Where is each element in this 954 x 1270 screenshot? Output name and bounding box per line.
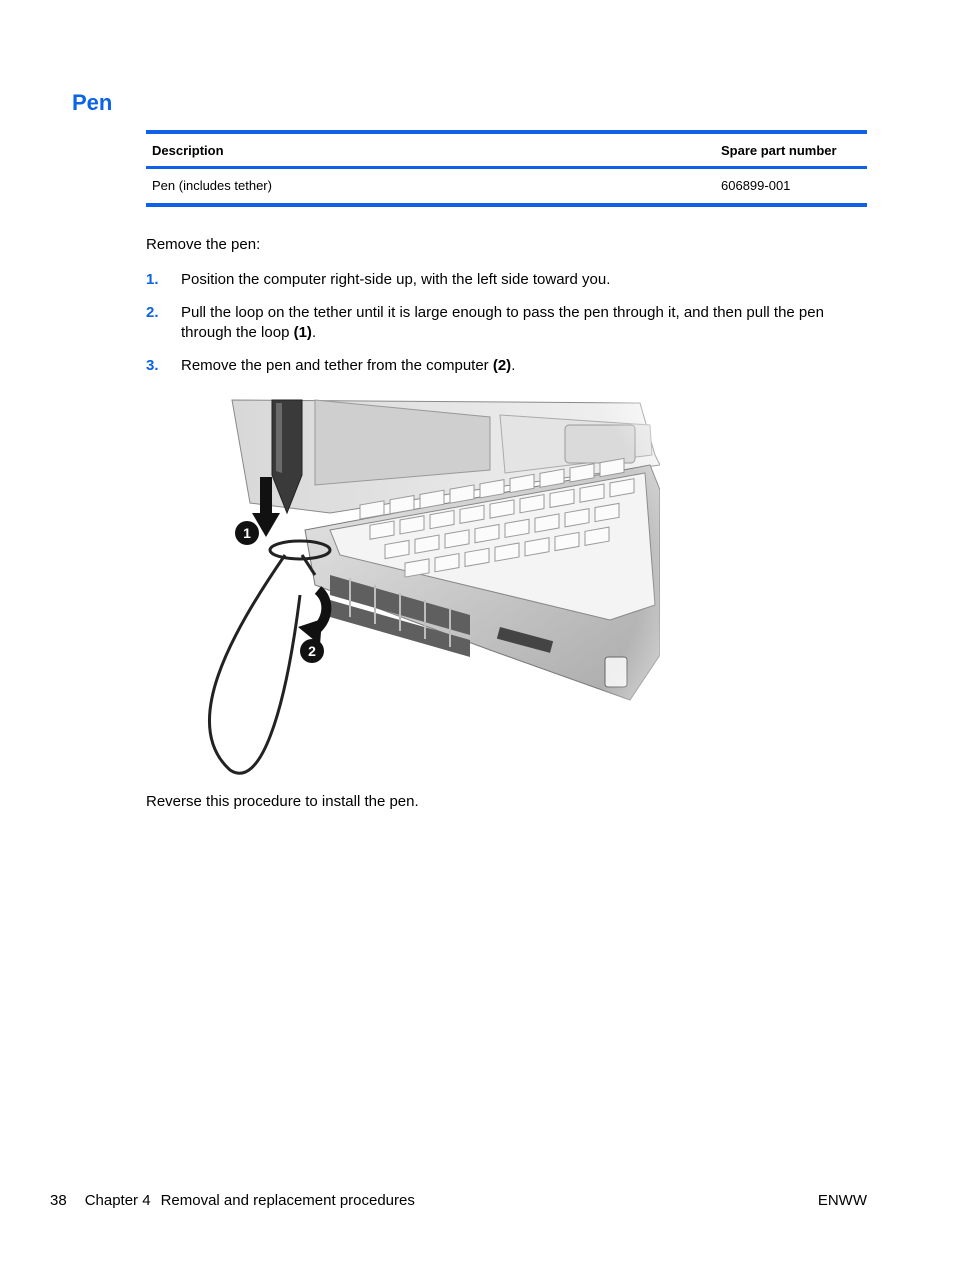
step-item bbox=[146, 356, 856, 376]
page-title: Pen bbox=[72, 90, 113, 115]
footer-chapter: Chapter 4 bbox=[84, 1192, 151, 1209]
step-text-end: . bbox=[511, 357, 516, 374]
step-text: Position the computer right-side up, with the left side toward you. bbox=[181, 271, 611, 288]
step-text: Pull the loop on the tether until it is large enough to pass the pen through it, and then pull the pen through the loop bbox=[181, 304, 824, 341]
pen-removal-illustration bbox=[190, 395, 660, 780]
page-number: 38 bbox=[50, 1192, 67, 1209]
procedure-steps bbox=[146, 270, 856, 389]
table-header-row bbox=[146, 132, 867, 168]
step-item bbox=[146, 270, 856, 290]
step-number: 2. bbox=[146, 304, 159, 321]
spare-parts-table bbox=[146, 130, 867, 207]
step-text: Remove the pen and tether from the computer bbox=[181, 357, 493, 374]
step-text-end: . bbox=[311, 324, 317, 341]
table-row bbox=[146, 168, 867, 206]
footer-left bbox=[50, 1192, 415, 1209]
cell-spare-part-number: 606899-001 bbox=[715, 168, 868, 206]
footer-chapter-title: Removal and replacement procedures bbox=[160, 1192, 415, 1209]
intro-text: Remove the pen: bbox=[146, 236, 261, 253]
illustration-svg bbox=[190, 395, 660, 780]
cell-description: Pen (includes tether) bbox=[152, 178, 272, 193]
step-item bbox=[146, 303, 856, 343]
column-header-spare-part-number: Spare part number bbox=[715, 132, 868, 168]
footer-right: ENWW bbox=[817, 1192, 867, 1209]
step-callout-ref: (2) bbox=[492, 357, 512, 374]
column-header-description: Description bbox=[152, 143, 224, 158]
outro-text: Reverse this procedure to install the pen. bbox=[146, 793, 419, 810]
step-callout-ref: (1) bbox=[293, 324, 312, 341]
step-number: 1. bbox=[146, 271, 159, 288]
step-number: 3. bbox=[146, 357, 159, 374]
